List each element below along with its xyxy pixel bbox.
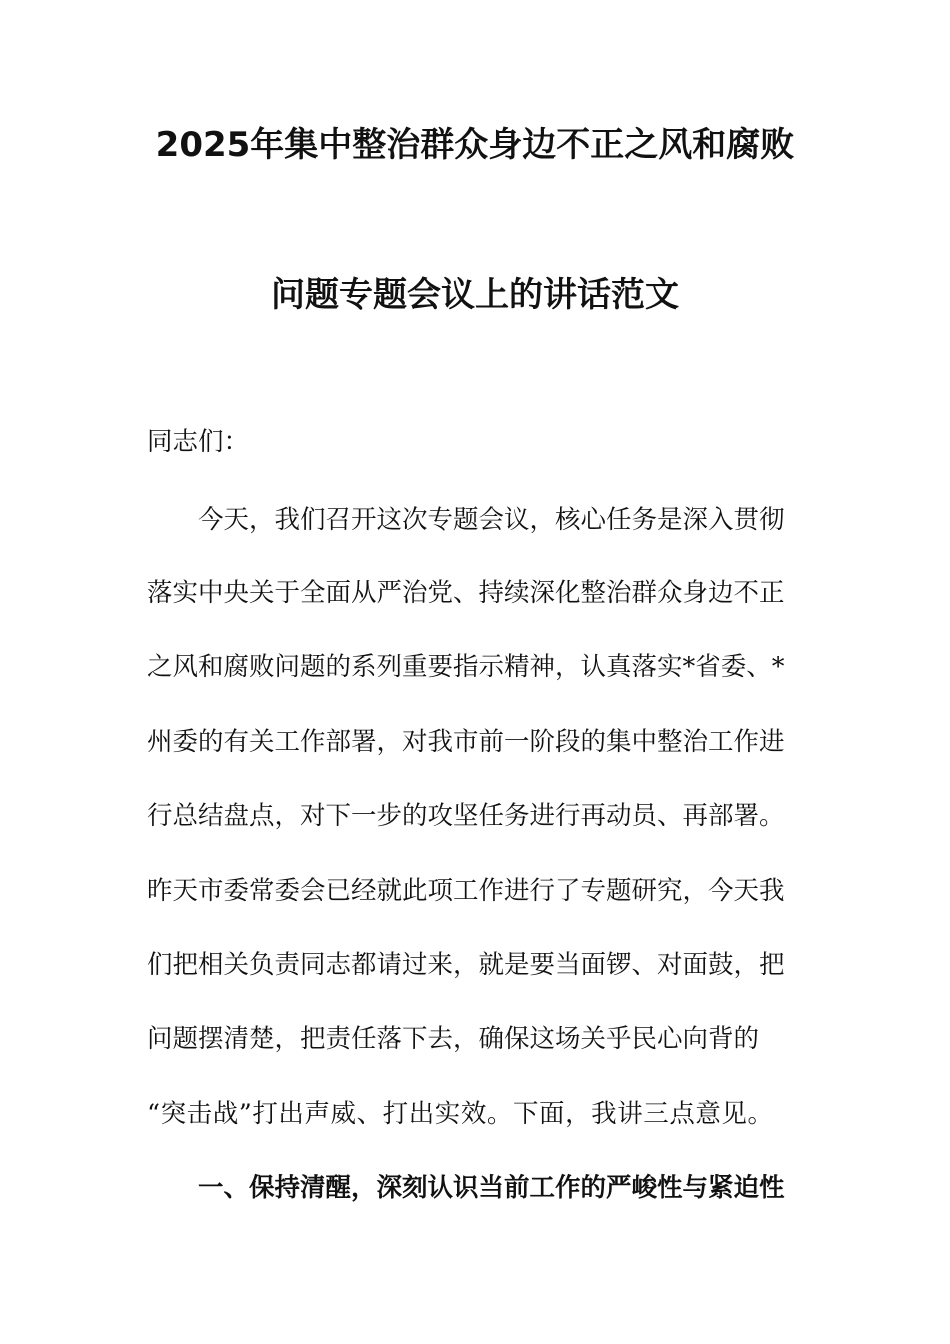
- document-title-line-2: 问题专题会议上的讲话范文: [271, 275, 679, 315]
- section-heading-1: 一、保持清醒，深刻认识当前工作的严峻性与紧迫性: [198, 1173, 785, 1203]
- paragraph-line-2: 落实中央关于全面从严治党、持续深化整治群众身边不正: [147, 578, 785, 608]
- salutation: 同志们：: [147, 427, 250, 457]
- paragraph-line-5: 行总结盘点，对下一步的攻坚任务进行再动员、再部署。: [147, 801, 785, 831]
- paragraph-line-1: 今天，我们召开这次专题会议，核心任务是深入贯彻: [198, 505, 785, 535]
- paragraph-line-9: “突击战”打出声威、打出实效。下面，我讲三点意见。: [147, 1099, 773, 1129]
- paragraph-line-7: 们把相关负责同志都请过来，就是要当面锣、对面鼓，把: [147, 950, 785, 980]
- paragraph-line-6: 昨天市委常委会已经就此项工作进行了专题研究，今天我: [147, 876, 785, 906]
- document-title-line-1: 2025年集中整治群众身边不正之风和腐败: [155, 125, 795, 165]
- paragraph-line-4: 州委的有关工作部署，对我市前一阶段的集中整治工作进: [147, 727, 785, 757]
- paragraph-line-8: 问题摆清楚，把责任落下去，确保这场关乎民心向背的: [147, 1024, 760, 1054]
- paragraph-line-3: 之风和腐败问题的系列重要指示精神，认真落实*省委、*: [147, 652, 785, 682]
